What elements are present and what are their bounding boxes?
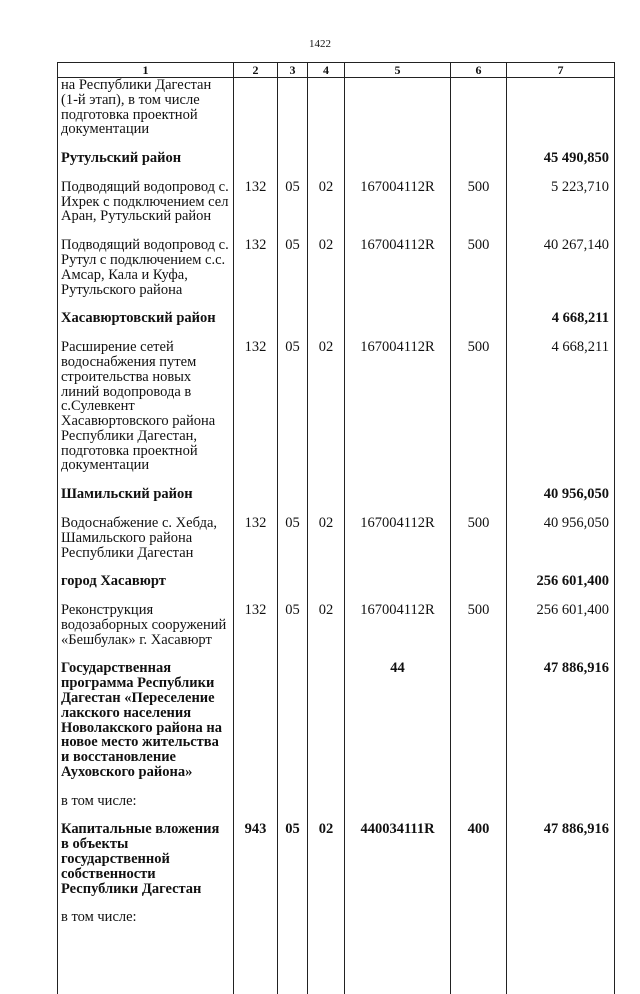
subsection-cell — [308, 151, 345, 180]
target-item-cell — [345, 78, 451, 152]
subsection-cell: 02 — [308, 822, 345, 910]
subsection-cell: 02 — [308, 180, 345, 238]
amount-cell — [507, 78, 615, 152]
table-header-row — [58, 63, 615, 78]
amount-cell: 45 490,850 — [507, 151, 615, 180]
amount-cell: 47 886,916 — [507, 661, 615, 793]
section-cell: 05 — [278, 340, 308, 487]
subsection-cell — [308, 794, 345, 823]
target-item-cell: 440034111R — [345, 822, 451, 910]
row-name-cell: в том числе: — [58, 794, 234, 823]
column-header: 7 — [507, 63, 615, 78]
subsection-cell: 02 — [308, 603, 345, 661]
subsection-cell: 02 — [308, 516, 345, 574]
row-name-cell: на Республики Дагестан (1-й этап), в том числе подготовка проектной документации — [58, 78, 234, 152]
amount-cell: 256 601,400 — [507, 574, 615, 603]
row-name-cell: Расширение сетей водоснабжения путем строительства новых линий водопровода в с.Сулевкент Хасавюртовского района Республики Дагестан, подготовка проектной документации — [58, 340, 234, 487]
section-cell: 05 — [278, 516, 308, 574]
expense-type-cell: 500 — [451, 516, 507, 574]
row-name-cell: Водоснабжение с. Хебда, Шамильского района Республики Дагестан — [58, 516, 234, 574]
table-row — [58, 910, 615, 994]
expense-type-cell — [451, 574, 507, 603]
target-item-cell: 167004112R — [345, 180, 451, 238]
chapter-cell: 132 — [234, 238, 278, 311]
budget-table — [57, 62, 615, 994]
target-item-cell — [345, 151, 451, 180]
amount-cell: 40 267,140 — [507, 238, 615, 311]
subsection-cell — [308, 661, 345, 793]
table-row — [58, 238, 615, 311]
section-cell — [278, 910, 308, 994]
chapter-cell: 132 — [234, 516, 278, 574]
row-name-cell: город Хасавюрт — [58, 574, 234, 603]
chapter-cell — [234, 661, 278, 793]
amount-cell: 40 956,050 — [507, 516, 615, 574]
row-name-cell: Хасавюртовский район — [58, 311, 234, 340]
expense-type-cell — [451, 794, 507, 823]
page-number: 1422 — [309, 38, 331, 50]
target-item-cell: 167004112R — [345, 603, 451, 661]
subsection-cell — [308, 311, 345, 340]
chapter-cell — [234, 311, 278, 340]
row-name-cell: Рутульский район — [58, 151, 234, 180]
target-item-cell: 167004112R — [345, 238, 451, 311]
table-row — [58, 151, 615, 180]
section-cell: 05 — [278, 603, 308, 661]
expense-type-cell — [451, 311, 507, 340]
chapter-cell: 132 — [234, 340, 278, 487]
row-name-cell: Капитальные вложения в объекты государственной собственности Республики Дагестан — [58, 822, 234, 910]
target-item-cell — [345, 311, 451, 340]
expense-type-cell — [451, 487, 507, 516]
table-row — [58, 487, 615, 516]
expense-type-cell: 500 — [451, 603, 507, 661]
section-cell: 05 — [278, 238, 308, 311]
expense-type-cell — [451, 78, 507, 152]
section-cell: 05 — [278, 822, 308, 910]
column-header: 4 — [308, 63, 345, 78]
expense-type-cell: 500 — [451, 238, 507, 311]
row-name-cell: Подводящий водопровод с. Ихрек с подключением сел Аран, Рутульский район — [58, 180, 234, 238]
row-name-cell: Шамильский район — [58, 487, 234, 516]
table-row — [58, 661, 615, 793]
target-item-cell — [345, 794, 451, 823]
amount-cell — [507, 794, 615, 823]
subsection-cell: 02 — [308, 340, 345, 487]
chapter-cell — [234, 78, 278, 152]
subsection-cell — [308, 78, 345, 152]
subsection-cell — [308, 574, 345, 603]
chapter-cell — [234, 151, 278, 180]
table-row — [58, 574, 615, 603]
target-item-cell: 44 — [345, 661, 451, 793]
table-row — [58, 78, 615, 152]
expense-type-cell: 400 — [451, 822, 507, 910]
column-header: 5 — [345, 63, 451, 78]
column-header: 2 — [234, 63, 278, 78]
section-cell: 05 — [278, 180, 308, 238]
section-cell — [278, 487, 308, 516]
subsection-cell: 02 — [308, 238, 345, 311]
expense-type-cell — [451, 151, 507, 180]
section-cell — [278, 311, 308, 340]
section-cell — [278, 794, 308, 823]
expense-type-cell — [451, 910, 507, 994]
chapter-cell — [234, 574, 278, 603]
chapter-cell — [234, 910, 278, 994]
row-name-cell: Реконструкция водозаборных сооружений «Бешбулак» г. Хасавюрт — [58, 603, 234, 661]
table-row — [58, 794, 615, 823]
chapter-cell: 943 — [234, 822, 278, 910]
target-item-cell: 167004112R — [345, 516, 451, 574]
table-row — [58, 603, 615, 661]
table-row — [58, 822, 615, 910]
expense-type-cell — [451, 661, 507, 793]
amount-cell — [507, 910, 615, 994]
section-cell — [278, 661, 308, 793]
chapter-cell — [234, 487, 278, 516]
amount-cell: 256 601,400 — [507, 603, 615, 661]
amount-cell: 47 886,916 — [507, 822, 615, 910]
table-row — [58, 180, 615, 238]
row-name-cell: в том числе: — [58, 910, 234, 994]
target-item-cell — [345, 487, 451, 516]
table-row — [58, 311, 615, 340]
amount-cell: 4 668,211 — [507, 311, 615, 340]
target-item-cell — [345, 574, 451, 603]
target-item-cell: 167004112R — [345, 340, 451, 487]
subsection-cell — [308, 487, 345, 516]
section-cell — [278, 78, 308, 152]
expense-type-cell: 500 — [451, 340, 507, 487]
column-header: 1 — [58, 63, 234, 78]
amount-cell: 4 668,211 — [507, 340, 615, 487]
section-cell — [278, 151, 308, 180]
chapter-cell — [234, 794, 278, 823]
table-row — [58, 340, 615, 487]
column-header: 6 — [451, 63, 507, 78]
section-cell — [278, 574, 308, 603]
row-name-cell: Подводящий водопровод с. Рутул с подключением с.с. Амсар, Кала и Куфа, Рутульского района — [58, 238, 234, 311]
expense-type-cell: 500 — [451, 180, 507, 238]
target-item-cell — [345, 910, 451, 994]
column-header: 3 — [278, 63, 308, 78]
chapter-cell: 132 — [234, 603, 278, 661]
subsection-cell — [308, 910, 345, 994]
chapter-cell: 132 — [234, 180, 278, 238]
amount-cell: 5 223,710 — [507, 180, 615, 238]
amount-cell: 40 956,050 — [507, 487, 615, 516]
table-row — [58, 516, 615, 574]
row-name-cell: Государственная программа Республики Дагестан «Переселение лакского населения Новолакского района на новое место жительства и восстановление Ауховского района» — [58, 661, 234, 793]
